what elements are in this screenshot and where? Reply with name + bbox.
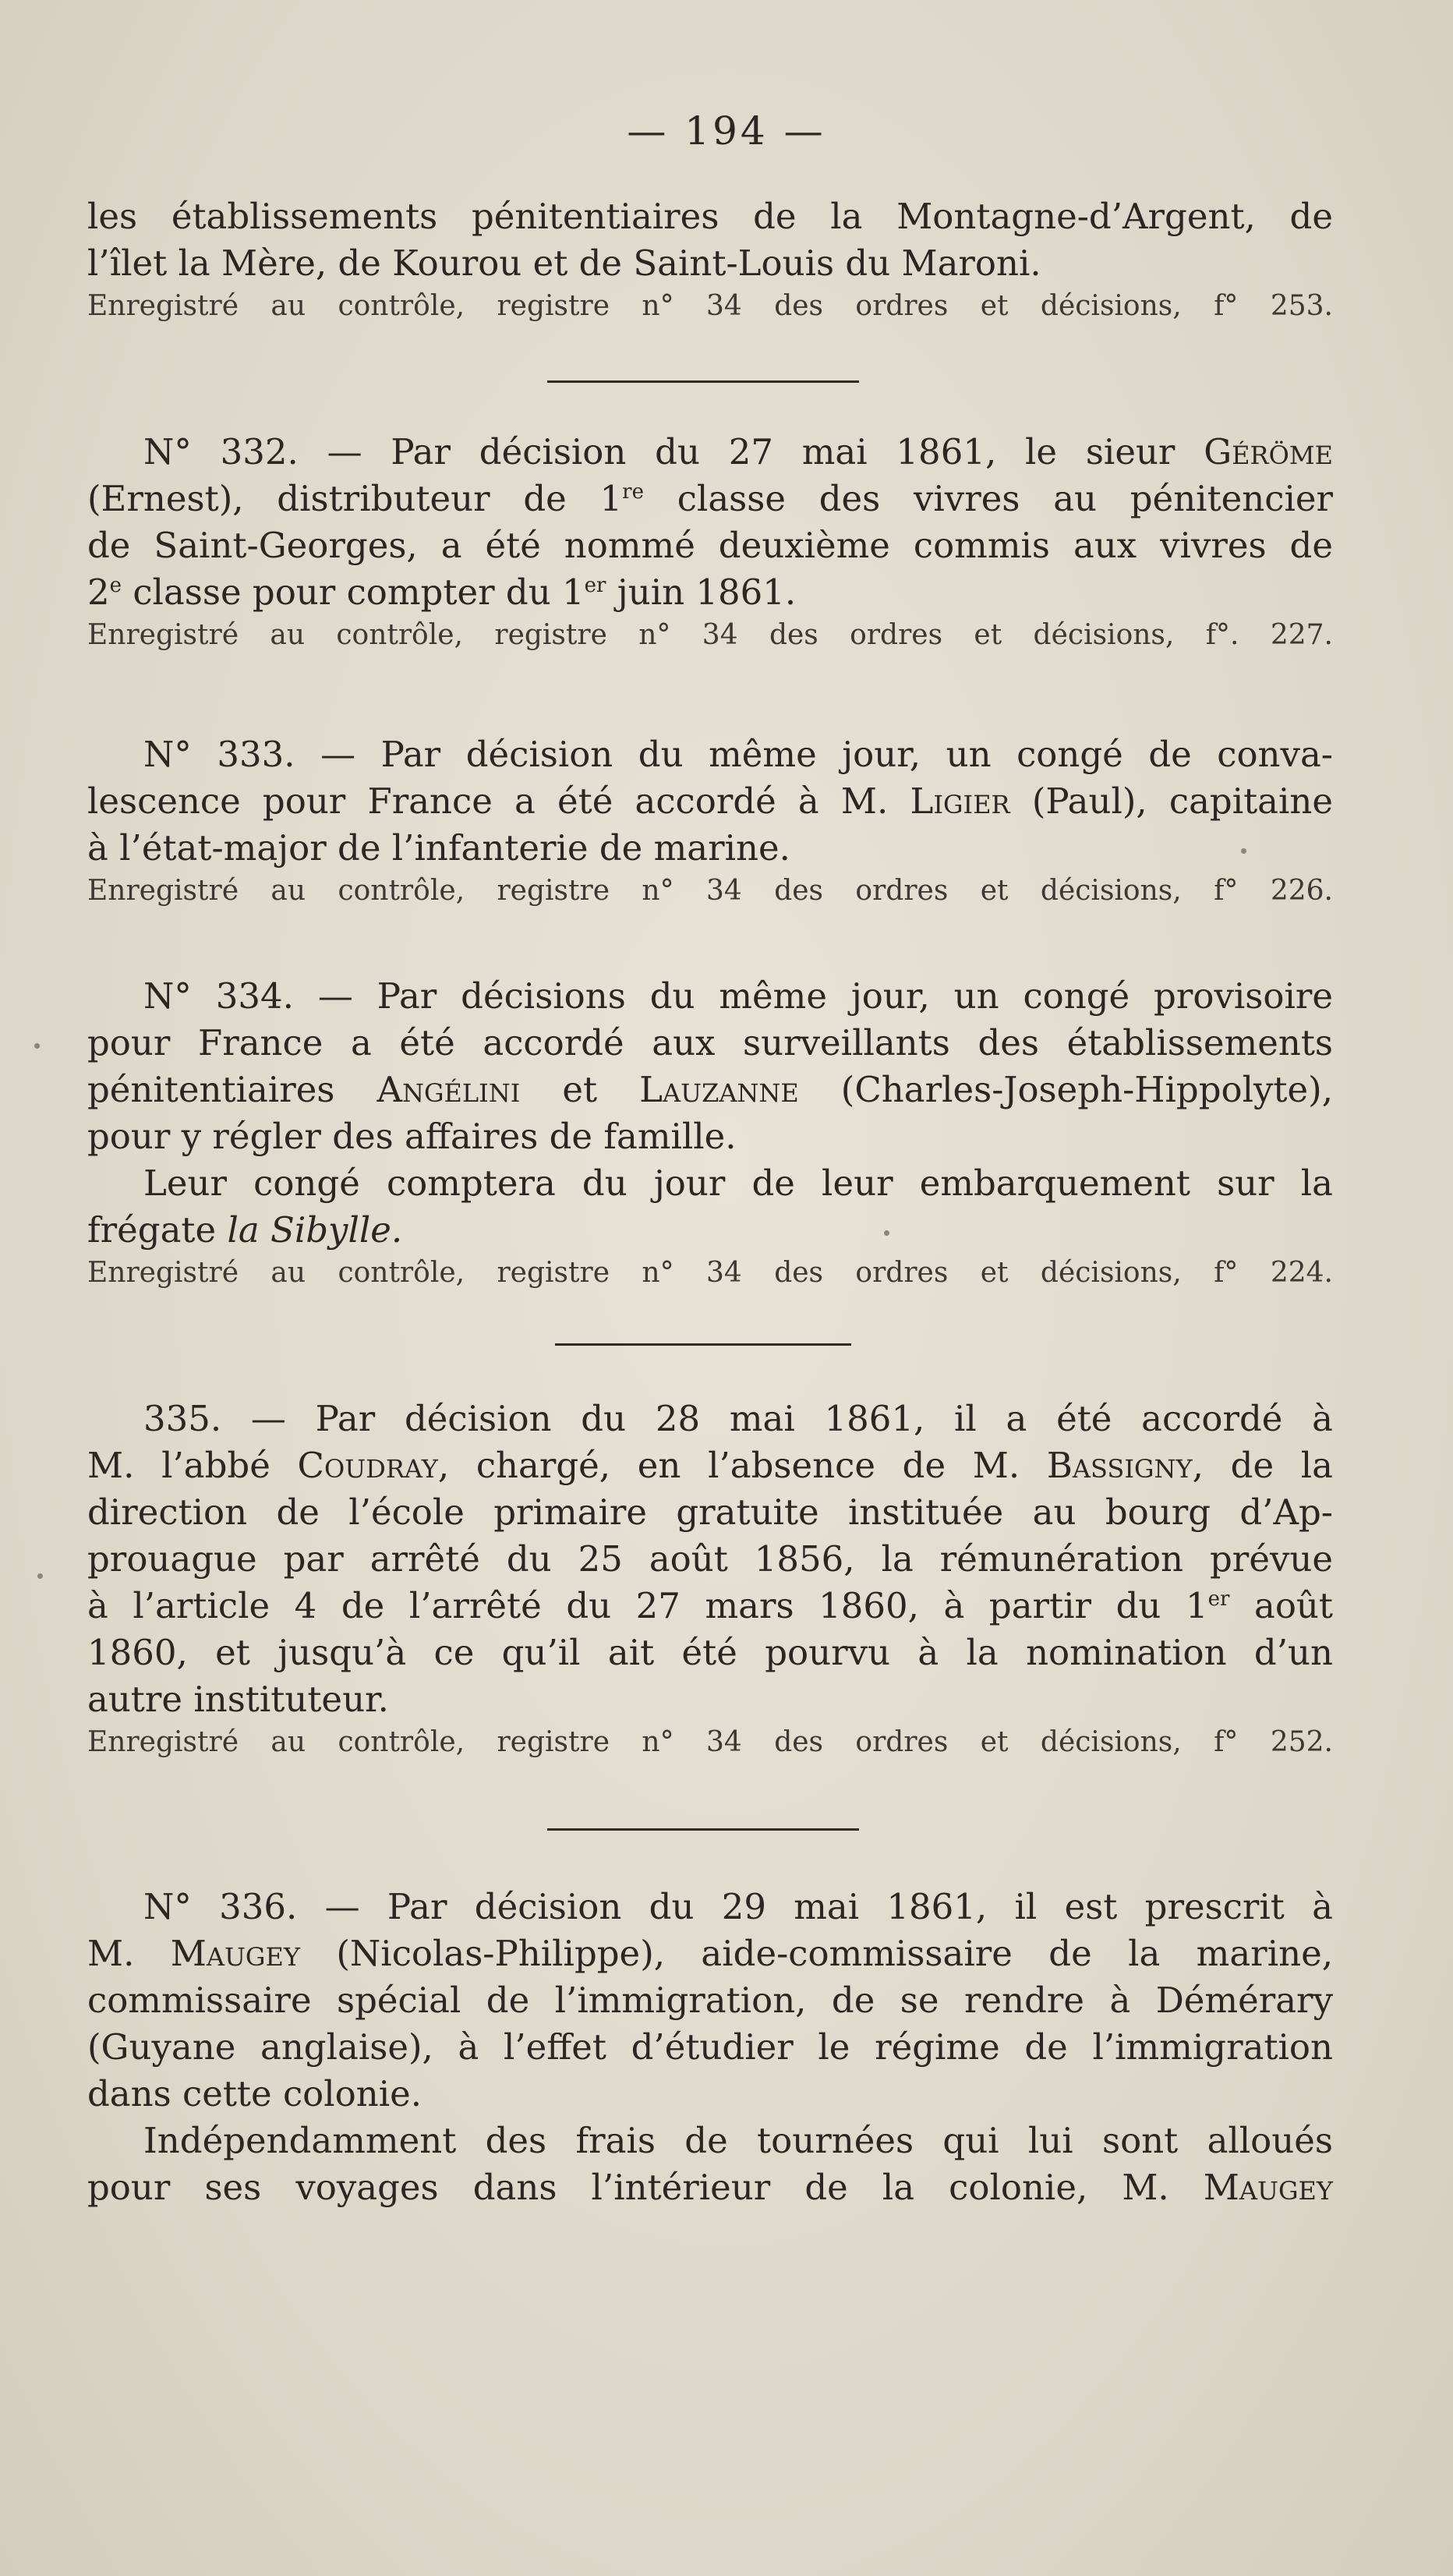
- section-divider-1: [547, 380, 859, 383]
- entry-334-line-1: N° 334. — Par décisions du même jour, un congé provisoire: [143, 975, 1333, 1017]
- entry-334-line-4: pour y régler des affaires de famille.: [87, 1116, 737, 1157]
- entry-335: [87, 1396, 1333, 1762]
- person-name: Géröme: [1204, 431, 1333, 472]
- person-name: Angélini: [377, 1069, 521, 1110]
- entry-335-line-3: direction de l’école primaire gratuite instituée au bourg d’Ap-: [87, 1491, 1333, 1533]
- intro-paragraph: [87, 193, 1333, 326]
- entry-336-line-5: dans cette colonie.: [87, 2073, 422, 2114]
- entry-336-line-6: Indépendamment des frais de tournées qui lui sont alloués: [143, 2120, 1333, 2161]
- entry-333-line-2: lescence pour France a été accordé à M. Ligier (Paul), capitaine: [87, 780, 1334, 822]
- entry-336-line-7: pour ses voyages dans l’intérieur de la colonie, M. Maugey: [87, 2167, 1333, 2208]
- entry-335-line-5: à l’article 4 de l’arrêté du 27 mars 1860, à partir du 1er août: [87, 1585, 1333, 1626]
- entry-333: [87, 731, 1333, 911]
- person-name: Coudray: [297, 1445, 438, 1486]
- entry-334: [87, 973, 1333, 1293]
- entry-334-register-note: Enregistré au contrôle, registre n° 34 des ordres et décisions, f° 224.: [87, 1257, 1333, 1289]
- entry-334-line-6: frégate la Sibylle.: [87, 1209, 403, 1251]
- entry-336-line-1: N° 336. — Par décision du 29 mai 1861, il est prescrit à: [143, 1886, 1333, 1927]
- person-name: Lauzanne: [639, 1069, 799, 1110]
- entry-332-line-3: de Saint-Georges, a été nommé deuxième commis aux vivres de: [87, 525, 1333, 566]
- entry-332-line-1: N° 332. — Par décision du 27 mai 1861, le sieur Géröme: [143, 431, 1333, 472]
- section-divider-2: [555, 1343, 851, 1346]
- person-name: Bassigny: [1046, 1445, 1193, 1486]
- intro-register-note: Enregistré au contrôle, registre n° 34 des ordres et décisions, f° 253.: [87, 290, 1333, 322]
- ship-name: la Sibylle.: [227, 1209, 403, 1251]
- entry-332-line-2: (Ernest), distributeur de 1re classe des vivres au pénitencier: [87, 478, 1333, 519]
- page-number: — 194 —: [627, 108, 826, 154]
- entry-332-register-note: Enregistré au contrôle, registre n° 34 des ordres et décisions, f°. 227.: [87, 619, 1333, 651]
- entry-335-line-4: prouague par arrêté du 25 août 1856, la rémunération prévue: [87, 1538, 1333, 1580]
- entry-334-line-3: pénitentiaires Angélini et Lauzanne (Charles-Joseph-Hippolyte),: [87, 1069, 1334, 1110]
- entry-335-line-2: M. l’abbé Coudray, chargé, en l’absence de M. Bassigny, de la: [87, 1445, 1333, 1486]
- entry-335-register-note: Enregistré au contrôle, registre n° 34 des ordres et décisions, f° 252.: [87, 1726, 1333, 1758]
- entry-336-line-2: M. Maugey (Nicolas-Philippe), aide-commissaire de la marine,: [87, 1933, 1333, 1974]
- intro-line-2: l’îlet la Mère, de Kourou et de Saint-Louis du Maroni.: [87, 242, 1041, 284]
- entry-335-line-6: 1860, et jusqu’à ce qu’il ait été pourvu à la nomination d’un: [87, 1632, 1333, 1673]
- section-divider-3: [547, 1828, 859, 1831]
- entry-336-line-4: (Guyane anglaise), à l’effet d’étudier le régime de l’immigration: [87, 2026, 1333, 2068]
- paper-speck: [37, 1573, 43, 1579]
- paper-speck: [1241, 848, 1246, 854]
- person-name: Ligier: [910, 780, 1010, 822]
- entry-336: [87, 1884, 1333, 2211]
- paper-speck: [884, 1230, 889, 1236]
- entry-332-line-4: 2e classe pour compter du 1er juin 1861.: [87, 571, 797, 613]
- entry-334-line-2: pour France a été accordé aux surveillants des établissements: [87, 1022, 1333, 1063]
- entry-332: [87, 429, 1333, 655]
- entry-336-line-3: commissaire spécial de l’immigration, de se rendre à Démérary: [87, 1980, 1333, 2021]
- person-name: Maugey: [1203, 2167, 1333, 2208]
- entry-335-line-7: autre instituteur.: [87, 1679, 389, 1720]
- person-name: Maugey: [170, 1933, 300, 1974]
- paper-speck: [34, 1043, 40, 1049]
- entry-333-line-3: à l’état-major de l’infanterie de marine.: [87, 827, 790, 869]
- intro-line-1: les établissements pénitentiaires de la Montagne-d’Argent, de: [87, 196, 1333, 237]
- entry-333-line-1: N° 333. — Par décision du même jour, un congé de conva-: [143, 734, 1333, 775]
- entry-334-line-5: Leur congé comptera du jour de leur embarquement sur la: [143, 1162, 1333, 1204]
- entry-333-register-note: Enregistré au contrôle, registre n° 34 des ordres et décisions, f° 226.: [87, 875, 1333, 907]
- entry-335-line-1: 335. — Par décision du 28 mai 1861, il a été accordé à: [143, 1398, 1333, 1439]
